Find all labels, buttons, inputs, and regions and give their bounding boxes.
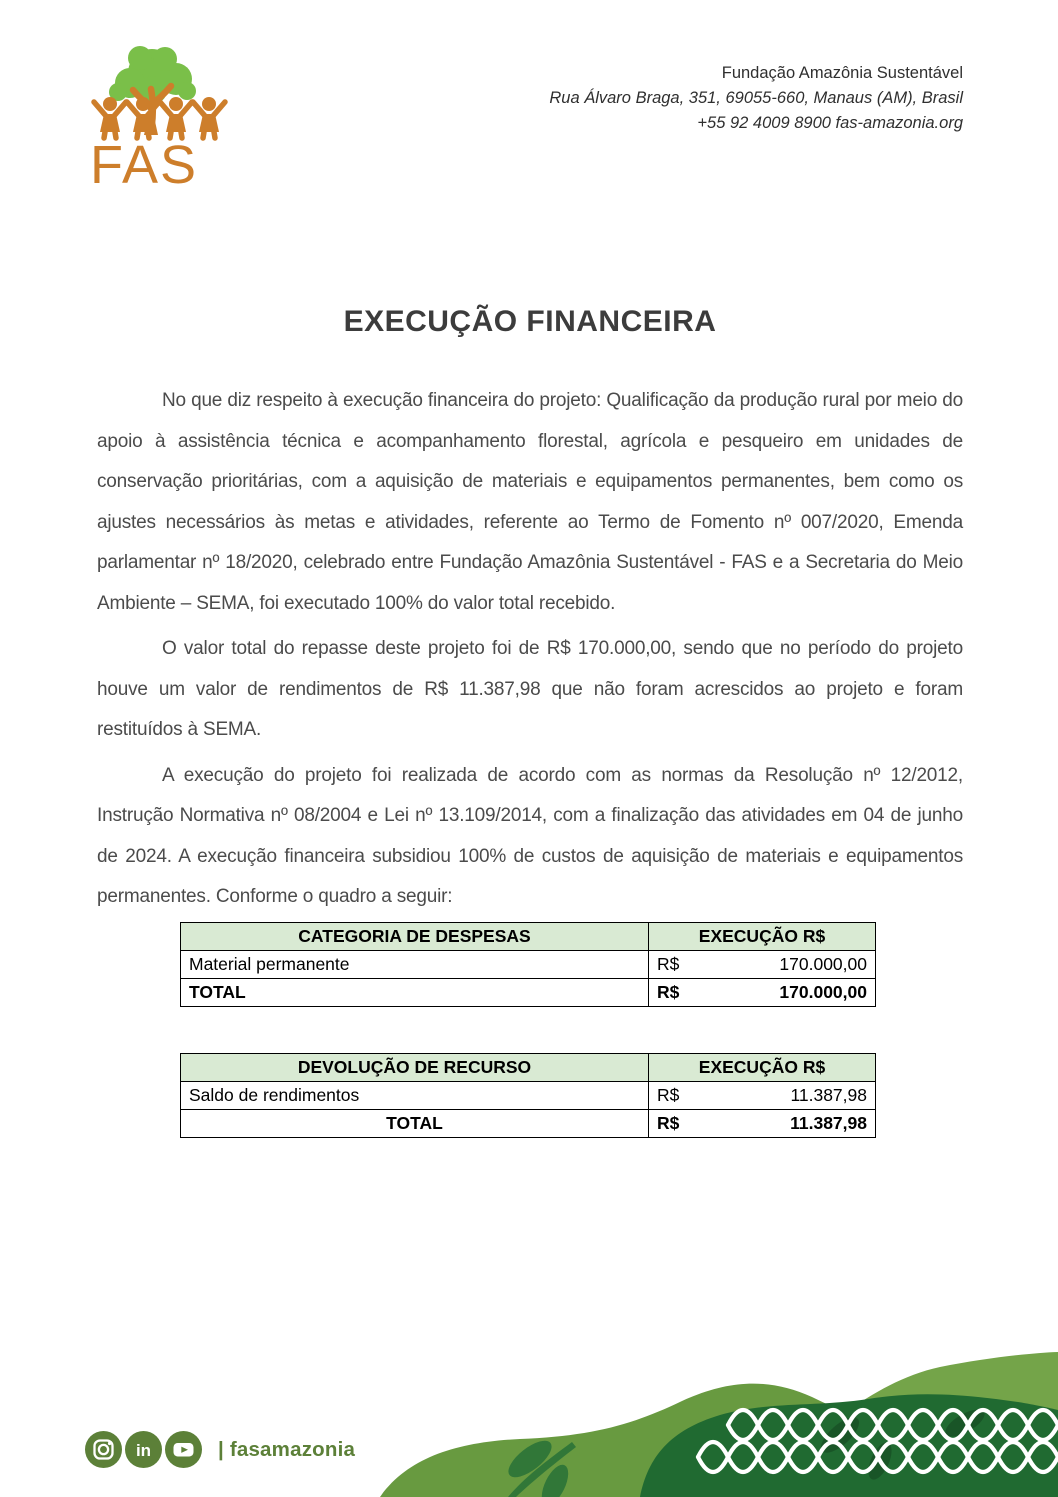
- paragraph-2: O valor total do repasse deste projeto foi de R$ 170.000,00, sendo que no período do projeto houve um valor de rendimentos de R$ 11.387,98 que não foram acrescidos ao projeto e foram restituídos à SEMA.: [97, 638, 963, 740]
- paragraph-1: No que diz respeito à execução financeira do projeto: Qualificação da produção rural por meio do apoio à assistência técnica e acompanhamento florestal, agrícola e pesqueiro em unidades de conservação prioritárias, com a aquisição de materiais e equipamentos permanentes, bem como os ajustes necessários às metas e atividades, referente ao Termo de Fomento nº 007/2020, Emenda parlamentar nº 18/2020, celebrado entre Fundação Amazônia Sustentável - FAS e a Secretaria do Meio Ambiente – SEMA, foi executado 100% do valor total recebido.: [97, 390, 963, 614]
- table-header-row: [181, 922, 876, 950]
- logo-wordmark: FAS: [90, 135, 202, 187]
- org-name: Fundação Amazônia Sustentável: [721, 64, 963, 82]
- currency-symbol: R$: [657, 953, 680, 974]
- org-contact-block: [549, 61, 963, 136]
- page-title: EXECUÇÃO FINANCEIRA: [343, 305, 717, 338]
- org-contact: +55 92 4009 8900 fas-amazonia.org: [697, 114, 963, 132]
- column-header: DEVOLUÇÃO DE RECURSO: [181, 1053, 649, 1081]
- table-row: [181, 950, 876, 978]
- document-body: [97, 305, 963, 1138]
- refund-table: [180, 1053, 876, 1138]
- amount: 170.000,00: [779, 981, 867, 1002]
- table-row: [181, 1081, 876, 1109]
- currency-symbol: R$: [657, 1112, 680, 1133]
- table-header-row: [181, 1053, 876, 1081]
- page-header: [0, 0, 1058, 187]
- amount: 11.387,98: [790, 1084, 867, 1105]
- row-value: [649, 1109, 876, 1137]
- amount: 170.000,00: [779, 953, 867, 974]
- people-icon: [94, 97, 225, 138]
- row-label: TOTAL: [181, 1109, 649, 1137]
- column-header: EXECUÇÃO R$: [649, 1053, 876, 1081]
- svg-text:in: in: [135, 1441, 152, 1460]
- table-total-row: [181, 1109, 876, 1137]
- paragraph-3: A execução do projeto foi realizada de acordo com as normas da Resolução nº 12/2012, Instrução Normativa nº 08/2004 e Lei nº 13.109/2014, com a finalização das atividades em 04 de junho de 2024. A execução financeira subsidiou 100% de custos de aquisição de materiais e equipamentos permanentes. Conforme o quadro a seguir:: [97, 764, 963, 907]
- row-label: Material permanente: [181, 950, 649, 978]
- linkedin-icon[interactable]: [125, 1431, 162, 1468]
- row-label: TOTAL: [181, 978, 649, 1006]
- fas-logo-icon: [90, 45, 228, 187]
- row-value: [649, 950, 876, 978]
- youtube-icon[interactable]: [165, 1431, 202, 1468]
- table-total-row: [181, 978, 876, 1006]
- currency-symbol: R$: [657, 1084, 680, 1105]
- row-value: [649, 1081, 876, 1109]
- instagram-icon[interactable]: [85, 1431, 122, 1468]
- expenses-table: [180, 922, 876, 1007]
- org-address: Rua Álvaro Braga, 351, 69055-660, Manaus (AM), Brasil: [549, 89, 963, 107]
- currency-symbol: R$: [657, 981, 680, 1002]
- column-header: EXECUÇÃO R$: [649, 922, 876, 950]
- social-handle: | fasamazonia: [218, 1437, 356, 1461]
- footer-hills-graphic: [340, 1337, 1058, 1497]
- column-header: CATEGORIA DE DESPESAS: [181, 922, 649, 950]
- row-value: [649, 978, 876, 1006]
- footer-social-bar: [85, 1431, 355, 1468]
- row-label: Saldo de rendimentos: [181, 1081, 649, 1109]
- amount: 11.387,98: [790, 1112, 867, 1133]
